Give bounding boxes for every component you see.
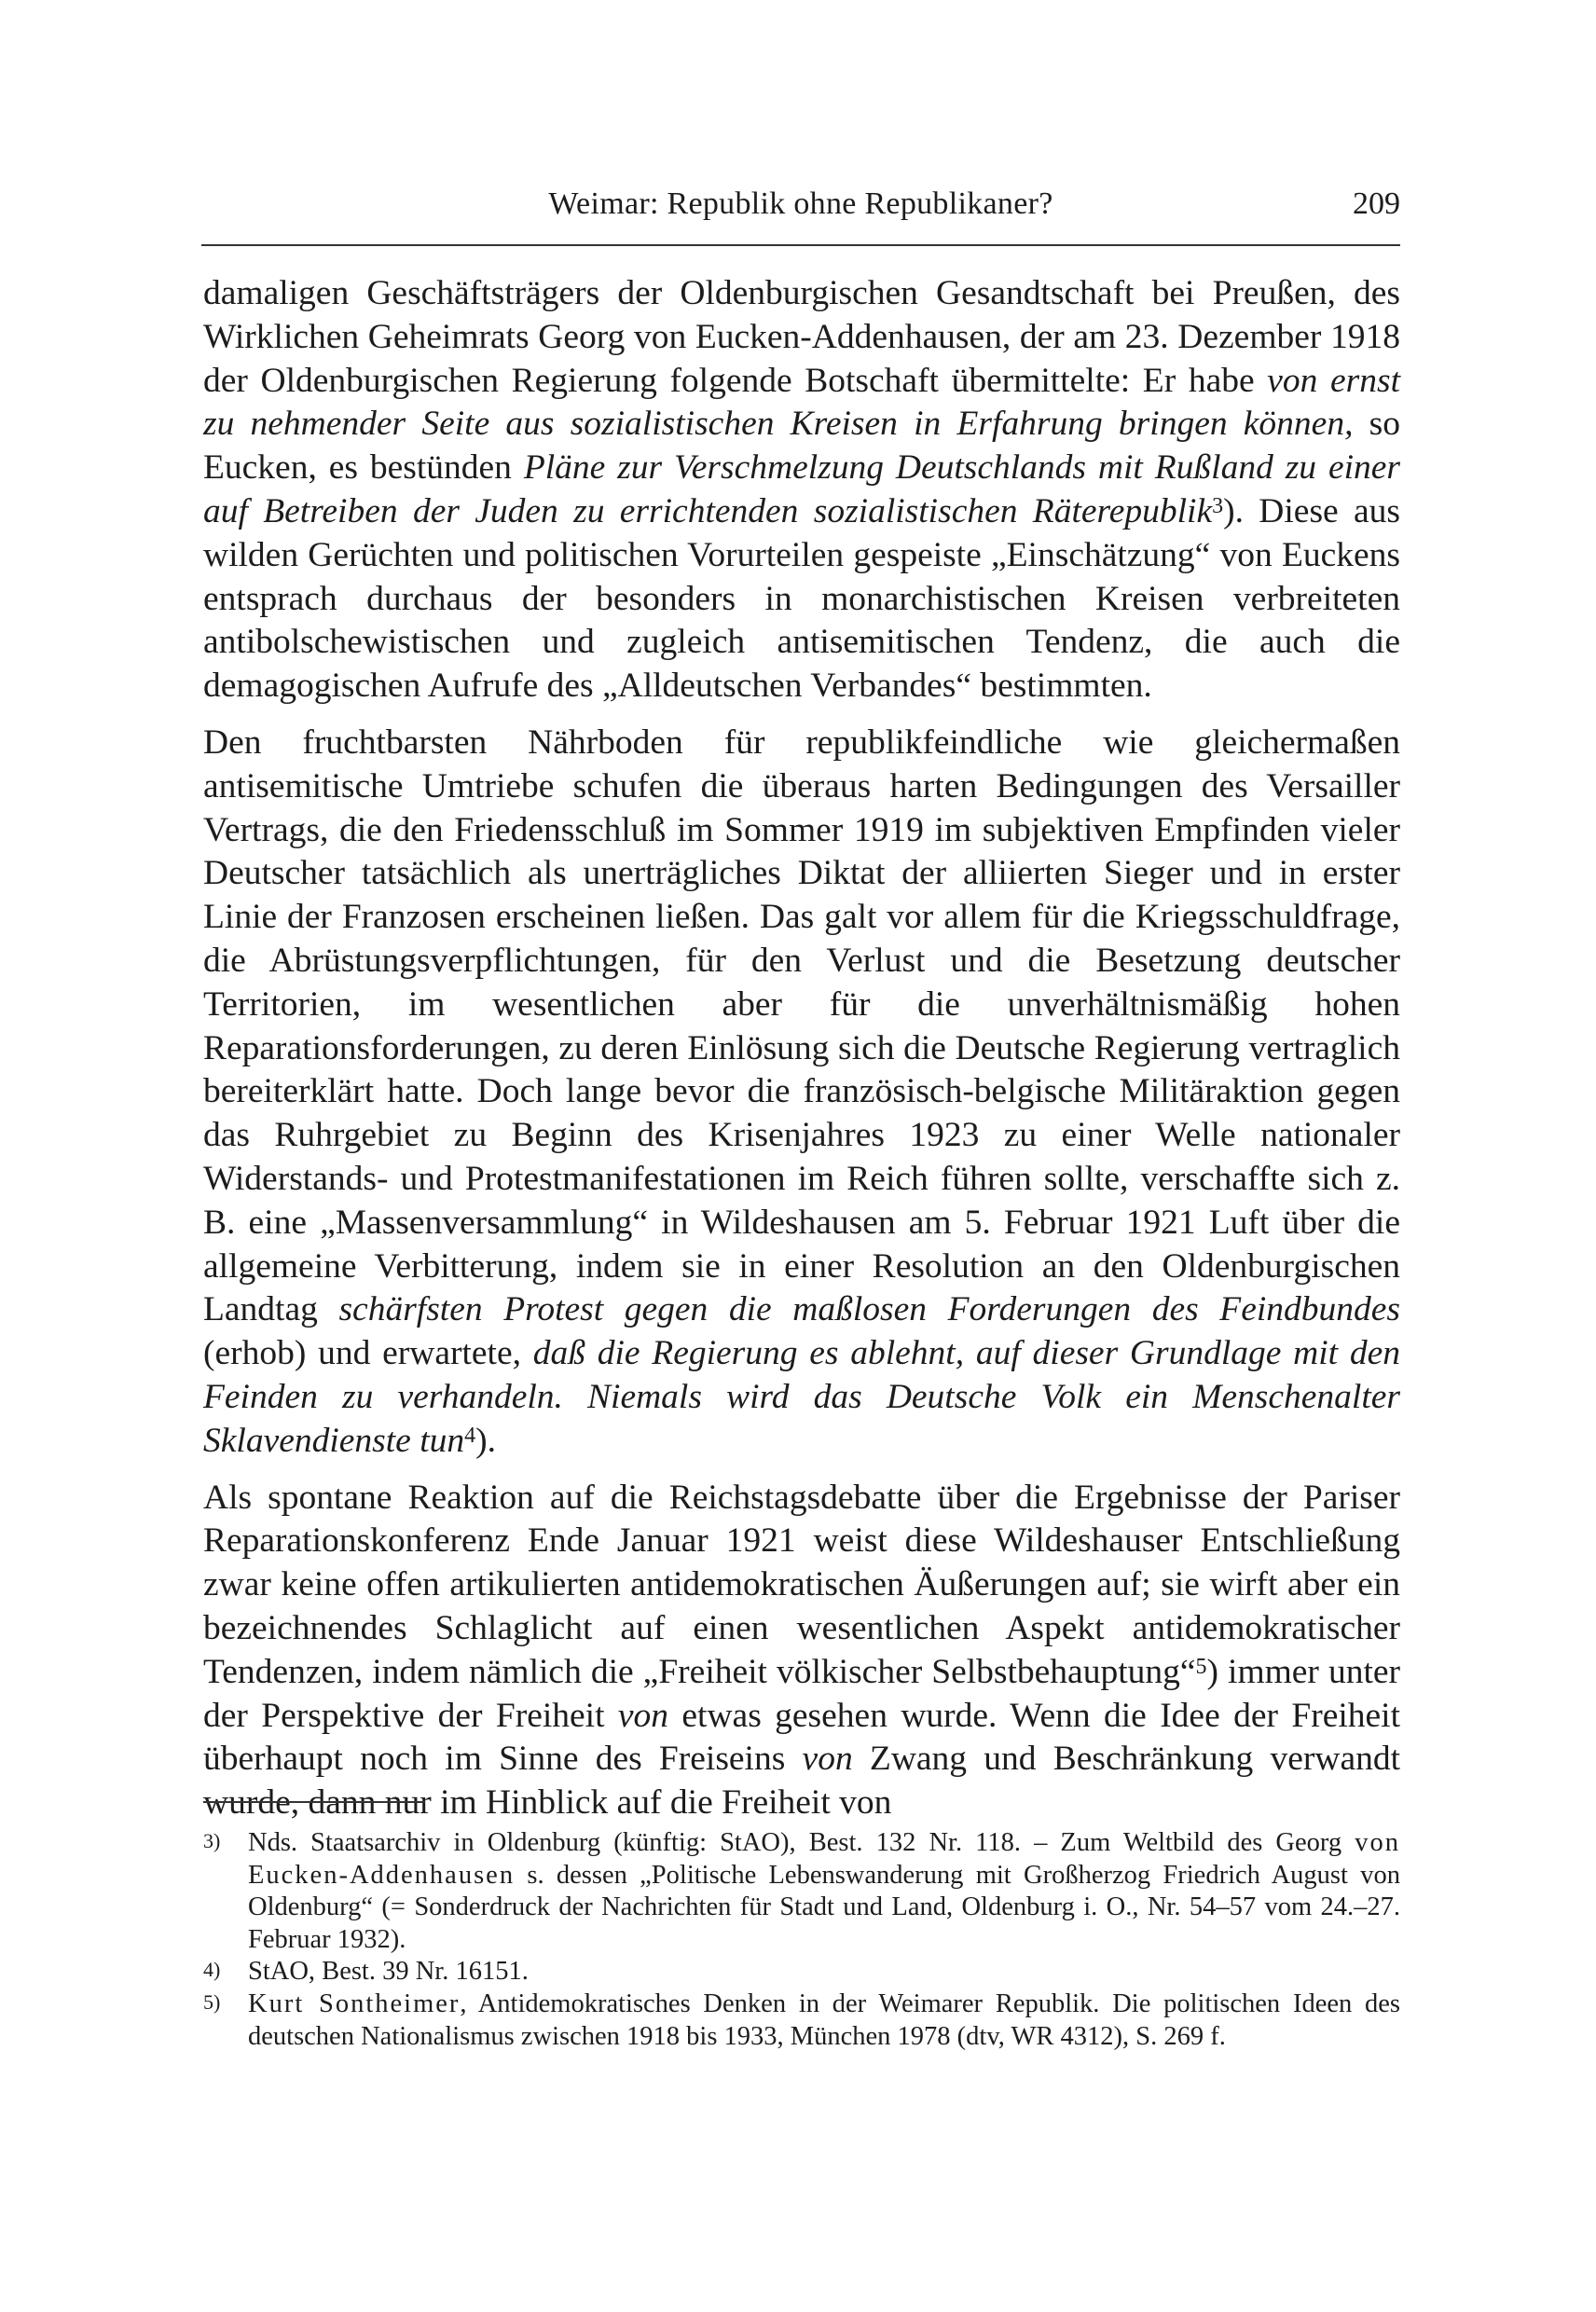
main-text — [203, 272, 1400, 1825]
running-head — [201, 186, 1400, 235]
text-run: Zwang und Beschränkung verwandt wurde, dann nur im Hinblick auf die Freiheit von — [203, 1740, 1401, 1823]
italic-quote: Pläne zur Verschmelzung Deutschlands mit Rußland zu einer auf Betreiben der Juden zu errichtenden sozialistischen Räterepublik — [203, 448, 1401, 530]
paragraph-2 — [203, 722, 1400, 1464]
author-name: von Eucken-Addenhausen — [248, 1828, 1400, 1890]
footnote-mark: 3) — [203, 1829, 221, 1852]
text-run: ). Diese aus wilden Gerüchten und politischen Vorurteilen gespeiste „Einschätzung“ von Euckens entsprach durchaus der besonders in monarchistischen Kreisen verbreiteten antibolschewistischen und zugleich antisemitischen Tendenz, die auch die demagogischen Aufrufe des „Alldeutschen Verbandes“ bestimmten. — [203, 491, 1400, 706]
italic-quote: daß die Regierung es ablehnt, auf dieser Grundlage mit den Feinden zu verhandeln. Niemals wird das Deutsche Volk ein Menschenalter Sklavendienste tun — [203, 1334, 1400, 1460]
footnotes — [203, 1827, 1400, 2053]
text-run: damaligen Geschäftsträgers der Oldenburgischen Gesandtschaft bei Preußen, des Wirklichen Geheimrats Georg von Eucken-Addenhausen, der am 23. Dezember 1918 der Oldenburgischen Regierung folgende Botschaft übermittelte: Er habe — [203, 274, 1400, 400]
text-run: Als spontane Reaktion auf die Reichstagsdebatte über die Ergebnisse der Pariser Reparationskonferenz Ende Januar 1921 weist diese Wildeshauser Entschließung zwar keine offen artikulierten antidemokratischen Äußerungen auf; sie wirft aber ein bezeichnendes Schlaglicht auf einen wesentlichen Aspekt antidemokratischer Tendenzen, indem nämlich die „Freiheit völkischer Selbstbehauptung“ — [203, 1478, 1400, 1691]
author-name: Kurt Sontheimer — [248, 1989, 461, 2018]
text-run: so Eucken, es bestünden — [203, 405, 1400, 488]
footnote-rule — [203, 1801, 425, 1803]
footnote-text — [248, 1989, 1400, 2053]
paragraph-3 — [203, 1477, 1400, 1825]
footnote-5 — [203, 1989, 1400, 2053]
running-title: Weimar: Republik ohne Republikaner? — [548, 186, 1053, 221]
text-run: , Antidemokratisches Denken in der Weimarer Republik. Die politischen Ideen des deutschen Nationalismus zwischen 1918 bis 1933, München 1978 (dtv, WR 4312), S. 269 f. — [248, 1989, 1400, 2051]
footnote-4 — [203, 1956, 1400, 1989]
footnote-text: StAO, Best. 39 Nr. 16151. — [248, 1957, 529, 1987]
italic-quote: von ernst zu nehmender Seite aus sozialistischen Kreisen in Erfahrung bringen können, — [203, 361, 1400, 444]
text-run: Den fruchtbarsten Nährboden für republikfeindliche wie gleichermaßen antisemitische Umtriebe schufen die überaus harten Bedingungen des Versailler Vertrags, die den Friedensschluß im Sommer 1919 im subjektiven Empfinden vieler Deutscher tatsächlich als unerträgliches Diktat der alliierten Sieger und in erster Linie der Franzosen erscheinen ließen. Das galt vor allem für die Kriegsschuldfrage, die Abrüstungsverpflichtungen, für den Verlust und die Besetzung deutscher Territorien, im wesentlichen aber für die unverhältnismäßig hohen Reparationsforderungen, zu deren Einlösung sich die Deutsche Regierung vertraglich bereiterklärt hatte. Doch lange bevor die französisch-belgische Militäraktion gegen das Ruhrgebiet zu Beginn des Krisenjahres 1923 zu einer Welle nationaler Widerstands- und Protestmanifestationen im Reich führen sollte, verschaffte sich z. B. eine „Massenversammlung“ in Wildeshausen am 5. Februar 1921 Luft über die allgemeine Verbitterung, indem sie in einer Resolution an den Oldenburgischen Landtag — [203, 722, 1400, 1329]
text-run: ) immer unter der Perspektive der Freiheit — [203, 1652, 1400, 1735]
italic-word: von — [802, 1740, 853, 1779]
footnote-ref-5[interactable]: 5 — [1195, 1654, 1207, 1679]
paragraph-1 — [203, 272, 1400, 709]
footnote-mark: 4) — [203, 1958, 221, 1982]
text-run: s. dessen „Politische Lebenswanderung mit Großherzog Friedrich August von Oldenburg“ (= Sonderdruck der Nachrichten für Stadt und Land, Oldenburg i. O., Nr. 54–57 vom 24.–27. Februar 1932). — [248, 1860, 1400, 1954]
italic-quote: schärfsten Protest gegen die maßlosen Forderungen des Feindbundes — [338, 1290, 1400, 1329]
footnote-mark: 5) — [203, 1989, 221, 2014]
page-number: 209 — [1353, 186, 1400, 221]
footnote-ref-4[interactable]: 4 — [464, 1423, 476, 1448]
header-rule — [201, 244, 1400, 246]
text-run: Nds. Staatsarchiv in Oldenburg (künftig: StAO), Best. 132 Nr. 118. – Zum Weltbild des Georg — [248, 1828, 1355, 1857]
italic-word: von — [617, 1696, 669, 1735]
text-run: etwas gesehen wurde. Wenn die Idee der Freiheit überhaupt noch im Sinne des Freiseins — [203, 1696, 1400, 1779]
footnote-3 — [203, 1827, 1400, 1956]
footnote-text — [248, 1827, 1400, 1956]
text-run: ). — [475, 1421, 496, 1460]
text-run: (erhob) und erwartete, — [203, 1334, 533, 1373]
footnote-ref-3[interactable]: 3 — [1212, 493, 1224, 518]
